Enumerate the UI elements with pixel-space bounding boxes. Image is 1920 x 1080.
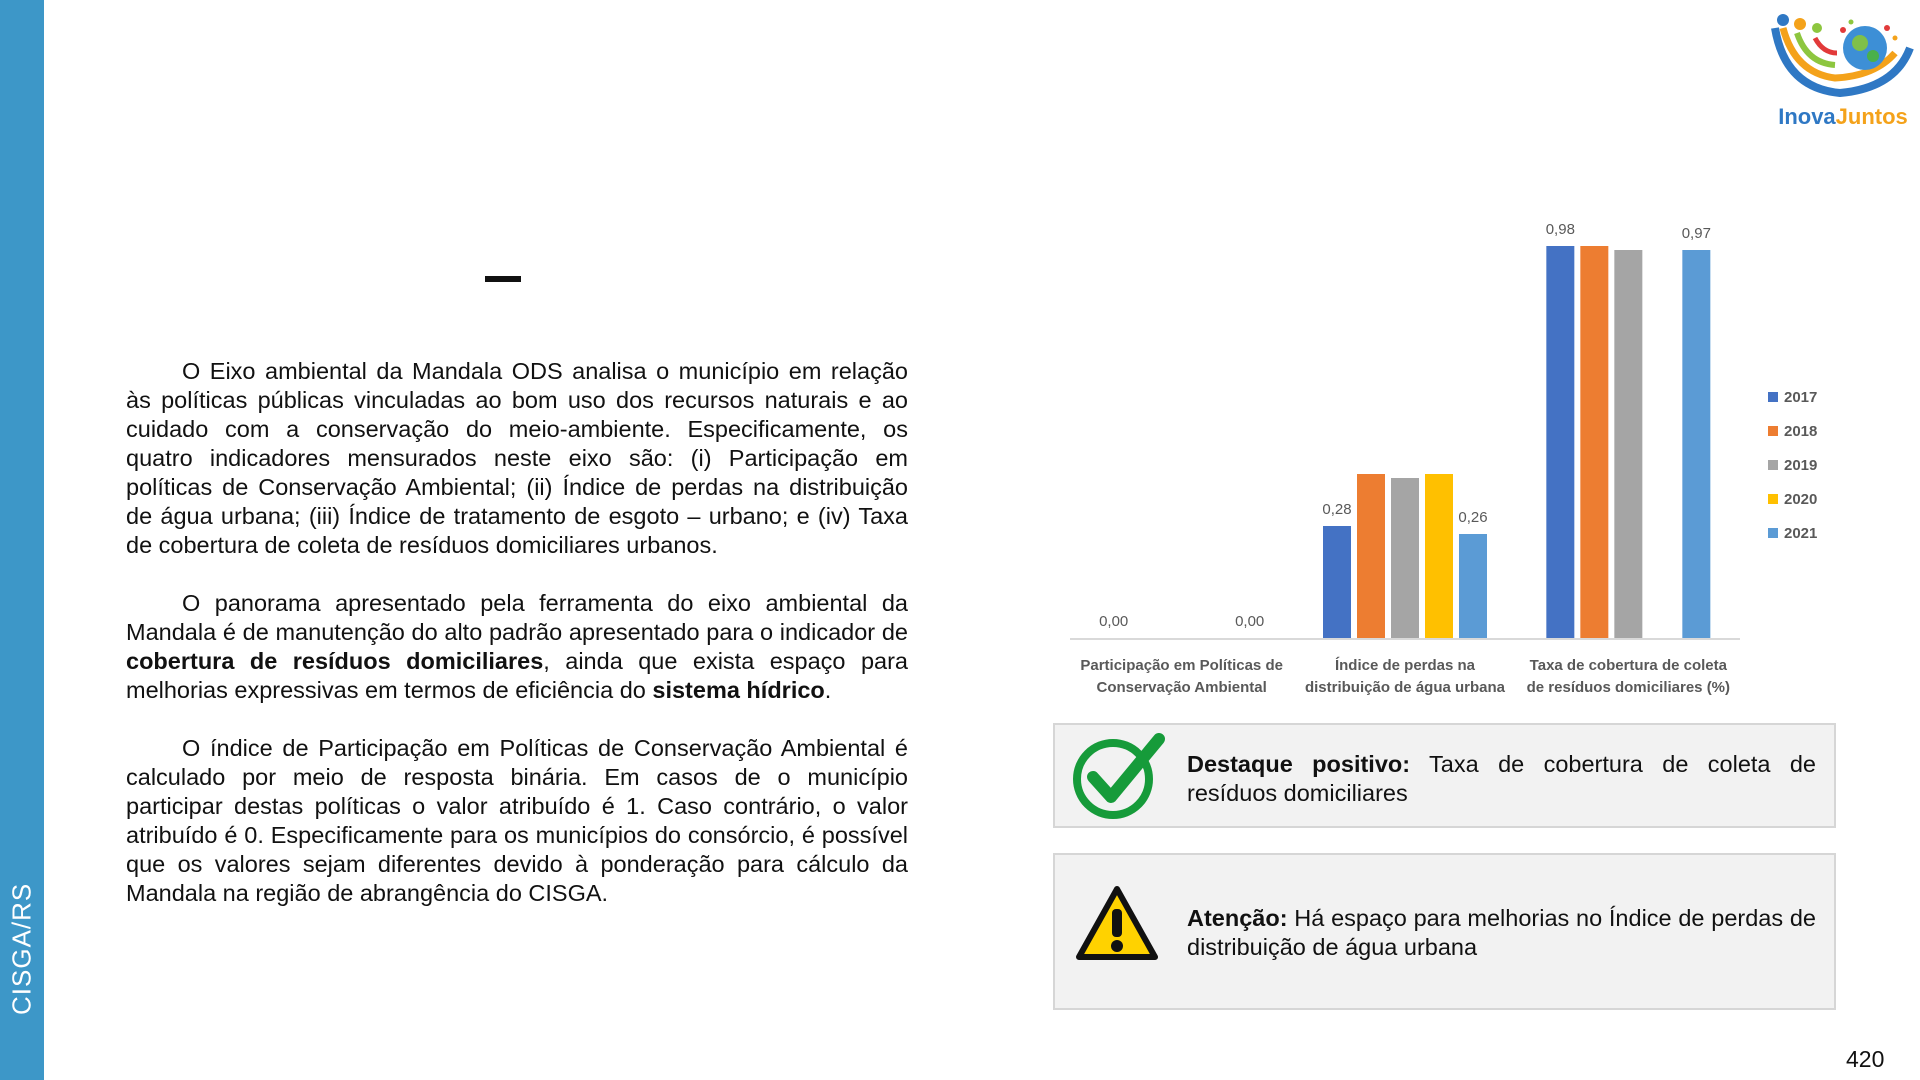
bar	[1580, 246, 1608, 638]
data-label: 0,97	[1681, 225, 1711, 242]
attention-callout-text	[1187, 904, 1816, 962]
bar	[1682, 250, 1710, 638]
positive-callout	[1053, 723, 1836, 828]
attention-callout	[1053, 853, 1836, 1010]
category-label: de resíduos domiciliares (%)	[1526, 679, 1731, 696]
bar	[1323, 526, 1351, 638]
positive-callout-label: Destaque positivo:	[1187, 751, 1411, 777]
paragraph-2-bold-1: cobertura de resíduos domiciliares	[126, 648, 544, 674]
category-label: Participação em Políticas de	[1080, 657, 1283, 674]
sidebar	[0, 0, 44, 1080]
data-label: 0,98	[1545, 221, 1575, 238]
bar	[1459, 534, 1487, 638]
data-label: 0,00	[1099, 613, 1129, 630]
logo-text-part1: Inova	[1778, 104, 1836, 129]
title-dash	[485, 276, 521, 282]
body-text	[126, 357, 908, 937]
legend-label: 2020	[1784, 491, 1818, 508]
legend-label: 2018	[1784, 423, 1818, 440]
bar	[1391, 478, 1419, 638]
data-label: 0,28	[1322, 501, 1352, 518]
data-label: 0,26	[1458, 509, 1488, 526]
data-label: 0,00	[1235, 613, 1265, 630]
warning-icon	[1075, 885, 1159, 963]
category-label: distribuição de água urbana	[1304, 679, 1506, 696]
legend-swatch	[1768, 392, 1778, 402]
paragraph-2-text-2: , ainda que exista espaço para melhorias expressivas em termos de eficiência do	[126, 648, 908, 703]
bar-chart	[1060, 210, 1900, 710]
paragraph-3: O índice de Participação em Políticas de Conservação Ambiental é calculado por meio de resposta binária. Em casos de o município participar destas políticas o valor atribuído é 1. Caso contrário, o valor atribuído é 0. Especificamente para os municípios do consórcio, é possível que os valores sejam diferentes devido à ponderação para cálculo da Mandala na região de abrangência do CISGA.	[126, 735, 908, 906]
category-label: Conservação Ambiental	[1096, 679, 1267, 696]
positive-callout-text	[1187, 750, 1816, 808]
bar	[1357, 474, 1385, 638]
checkmark-icon	[1071, 733, 1167, 821]
category-label: Índice de perdas na	[1334, 657, 1476, 674]
page-number: 420	[1846, 1046, 1885, 1072]
bar	[1425, 474, 1453, 638]
logo-text	[1768, 104, 1918, 130]
positive-callout-body: Taxa de cobertura de coleta de resíduos domiciliares	[1187, 751, 1817, 806]
legend-swatch	[1768, 460, 1778, 470]
legend-swatch	[1768, 426, 1778, 436]
legend-label: 2019	[1784, 457, 1818, 474]
logo-text-part2: Juntos	[1835, 104, 1908, 129]
paragraph-2-text-3: .	[824, 677, 832, 703]
paragraph-2-bold-2: sistema hídrico	[652, 677, 825, 703]
attention-callout-body: Há espaço para melhorias no Índice de perdas de distribuição de água urbana	[1187, 905, 1816, 960]
sidebar-label: CISGA/RS	[6, 882, 37, 1015]
legend-label: 2021	[1784, 525, 1818, 542]
attention-callout-label: Atenção:	[1187, 905, 1288, 931]
legend-swatch	[1768, 528, 1778, 538]
bar	[1546, 246, 1574, 638]
paragraph-2	[126, 589, 908, 705]
paragraph-1: O Eixo ambiental da Mandala ODS analisa o município em relação às políticas públicas vinculadas ao bom uso dos recursos naturais e ao cuidado com a conservação do meio-ambiente. Especificamente, os quatro indicadores mensurados neste eixo são: (i) Participação em políticas de Conservação Ambiental; (ii) Índice de perdas na distribuição de água urbana; (iii) Índice de tratamento de esgoto – urbano; e (iv) Taxa de cobertura de coleta de resíduos domiciliares urbanos.	[126, 358, 908, 558]
category-label: Taxa de cobertura de coleta	[1529, 657, 1727, 674]
paragraph-2-text-1: O panorama apresentado pela ferramenta do eixo ambiental da Mandala é de manutenção do alto padrão apresentado para o indicador de	[126, 590, 908, 645]
legend-swatch	[1768, 494, 1778, 504]
legend-label: 2017	[1784, 389, 1818, 406]
bar	[1614, 250, 1642, 638]
